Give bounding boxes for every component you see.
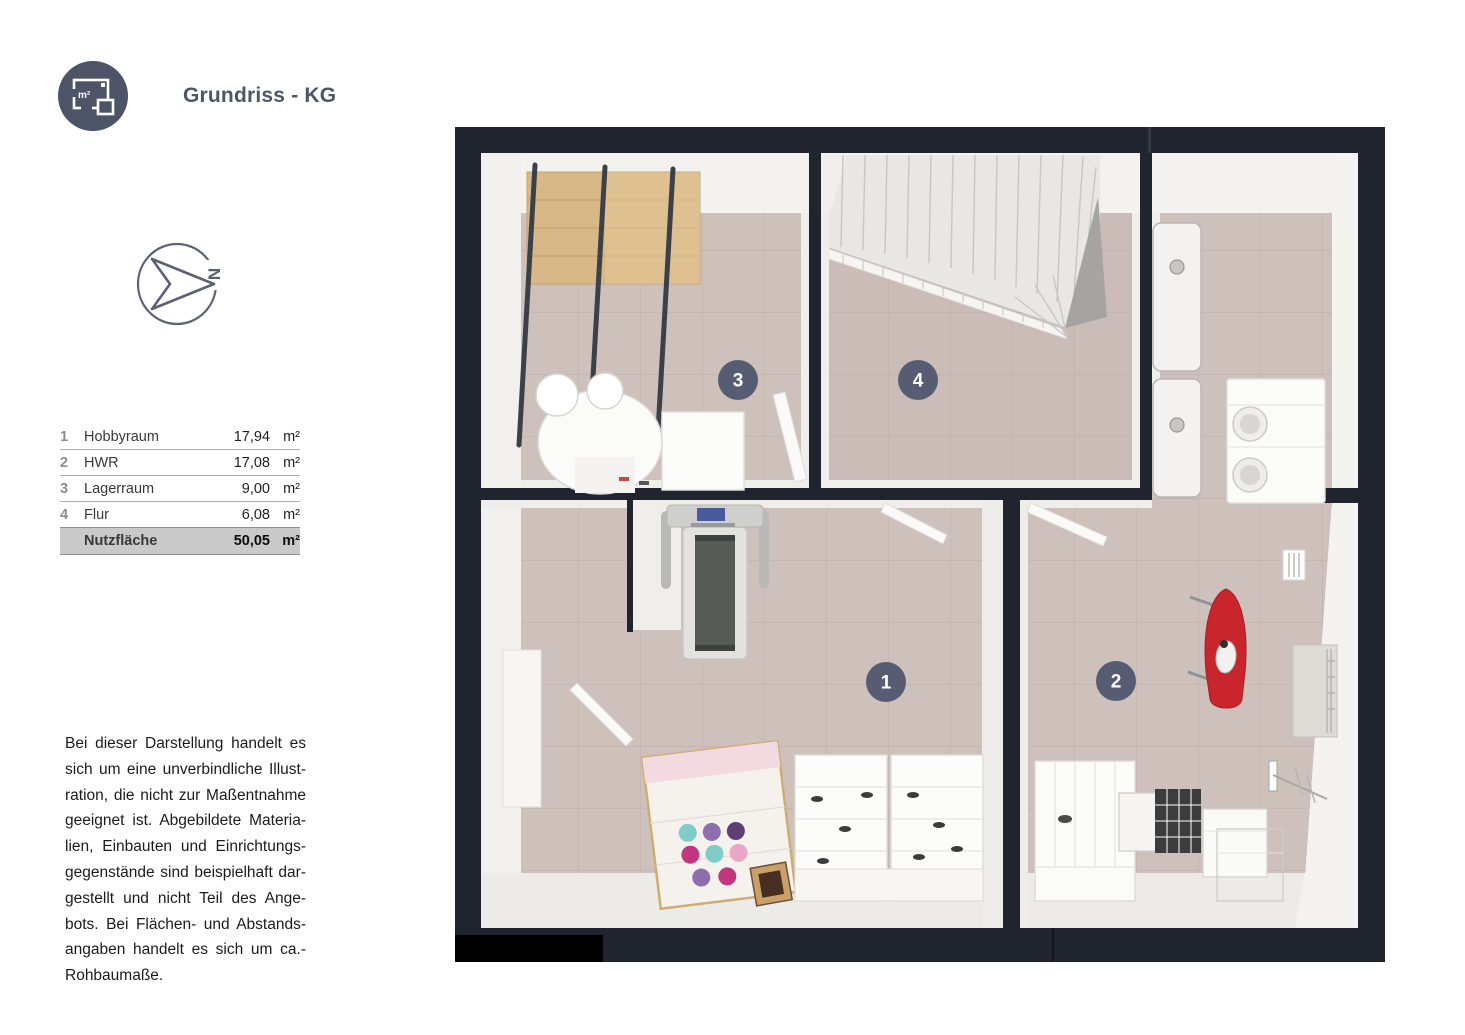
- legend-row: [60, 502, 300, 527]
- washer-dryer-stack: [1227, 379, 1325, 503]
- marker-hwr: [1096, 661, 1136, 701]
- legend-row: [60, 450, 300, 476]
- disclaimer-text: [65, 731, 306, 989]
- compass-north-letter: N: [204, 267, 224, 281]
- wall-lagerraum-flur: [809, 153, 821, 500]
- room-legend: [60, 424, 300, 555]
- disclaimer-line: gegenstände sind beispielhaft dar-: [65, 863, 306, 881]
- room-number: 1: [60, 428, 69, 445]
- room-number: 4: [60, 506, 69, 523]
- storage-box: [662, 412, 744, 490]
- room-number: 3: [60, 480, 69, 497]
- room-area: 17,08: [233, 454, 270, 471]
- room-unit: m²: [283, 506, 300, 523]
- marker-hobbyraum: [866, 662, 906, 702]
- disclaimer-line: gestellt und nicht Teil des Ange-: [65, 889, 306, 907]
- window-niche: [1293, 645, 1337, 737]
- bottom-wall-seam: [1052, 928, 1054, 962]
- room-name: Flur: [84, 506, 109, 523]
- svg-text:3: 3: [732, 370, 744, 392]
- page-title: Grundriss - KG: [183, 84, 337, 107]
- room-area: 17,94: [233, 428, 270, 445]
- floorplan-render: [455, 127, 1385, 962]
- disclaimer-line: sich um eine unverbindliche Illust-: [65, 760, 306, 778]
- room-name: HWR: [84, 454, 119, 471]
- top-wall-seam: [1148, 127, 1151, 153]
- storage-bins: [1153, 223, 1201, 497]
- picture-frame-item: [750, 862, 792, 906]
- disclaimer-line: angaben handelt es sich um ca.-: [65, 941, 306, 959]
- north-compass: [130, 238, 226, 332]
- room-unit: m²: [283, 454, 300, 471]
- marker-flur: [898, 360, 938, 400]
- room-unit: m²: [283, 428, 300, 445]
- marker-lagerraum: [718, 360, 758, 400]
- room-name: Lagerraum: [84, 480, 155, 497]
- total-area: 50,05: [233, 533, 270, 549]
- svg-text:4: 4: [912, 370, 924, 392]
- legend-row: [60, 476, 300, 502]
- total-label: Nutzfläche: [84, 533, 158, 549]
- disclaimer-line: bots. Bei Flächen- und Abstands-: [65, 915, 306, 933]
- room-number: 2: [60, 454, 69, 471]
- disclaimer-line: Bei dieser Darstellung handelt es: [65, 735, 306, 752]
- room-area: 6,08: [241, 506, 270, 523]
- svg-text:2: 2: [1110, 671, 1122, 693]
- room-area: 9,00: [241, 480, 270, 497]
- wall-door-panel: [503, 650, 541, 807]
- disclaimer-line: ration, die nicht zur Maßentnahme: [65, 786, 306, 804]
- floorplan-icon: [57, 60, 129, 132]
- disclaimer-line: geeignet ist. Abgebildete Materia-: [65, 812, 306, 830]
- svg-text:1: 1: [880, 672, 892, 694]
- room-unit: m²: [283, 480, 300, 497]
- disclaimer-line: lien, Einbauten und Einrichtungs-: [65, 838, 306, 856]
- wall-flur-hwr: [1140, 153, 1152, 500]
- total-unit: m²: [282, 533, 300, 549]
- wall-radiator: [1283, 550, 1305, 580]
- wall-stub: [627, 500, 633, 632]
- legend-total-row: [60, 527, 300, 555]
- icon-m2-label: m²: [78, 90, 91, 101]
- wall-hobbyraum-hwr: [1003, 488, 1020, 928]
- legend-row: [60, 424, 300, 450]
- bottom-wall-shadow: [455, 935, 603, 962]
- disclaimer-line: Rohbaumaße.: [65, 967, 164, 985]
- room-name: Hobbyraum: [84, 428, 159, 445]
